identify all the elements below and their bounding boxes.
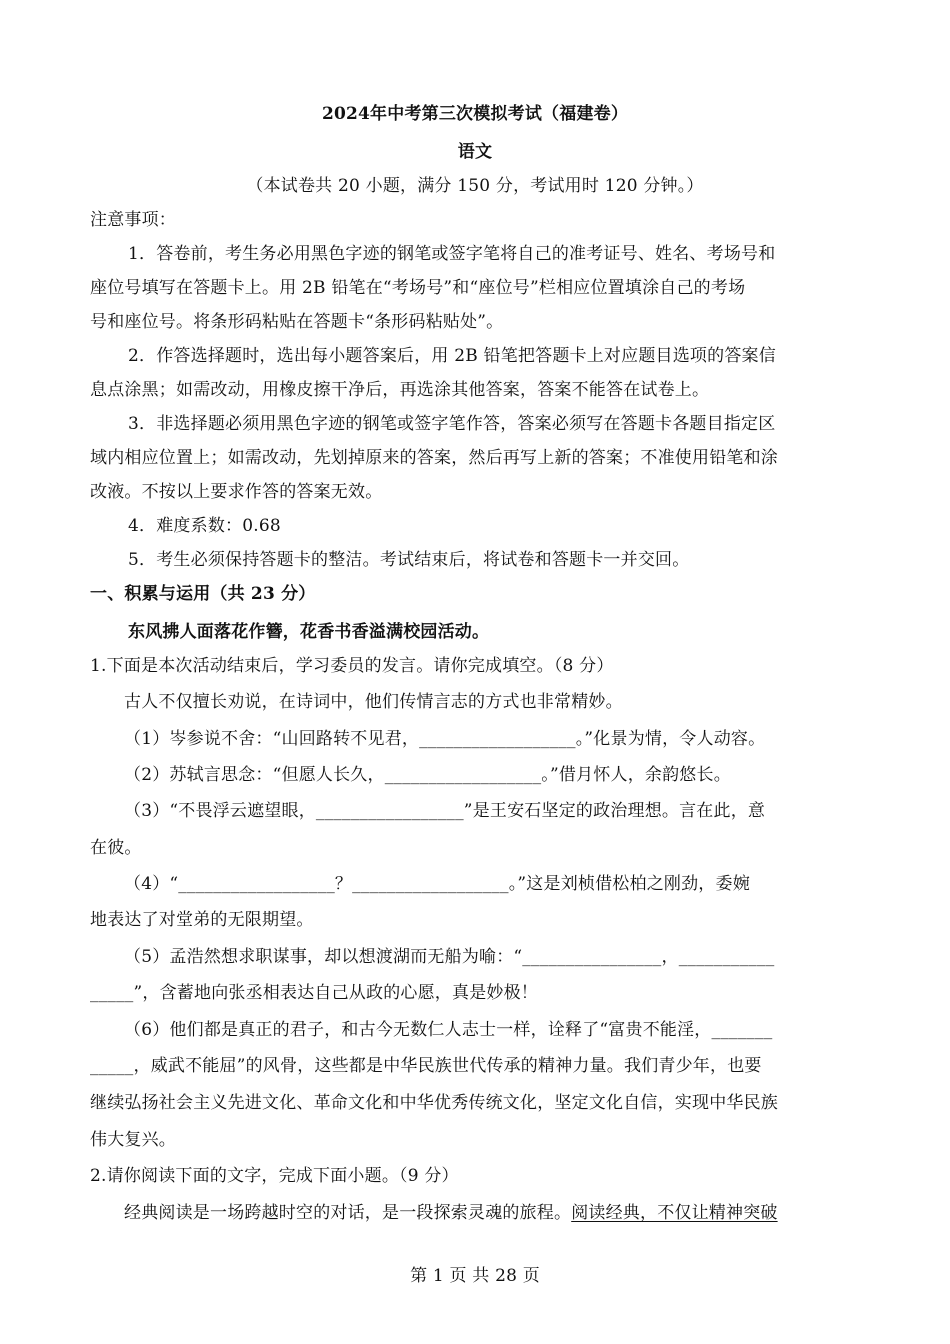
notice-4: 4．难度系数：0.68 <box>128 516 281 536</box>
section-1-theme: 东风拂人面落花作簪，花香书香溢满校园活动。 <box>128 622 490 642</box>
notice-2-line-1: 2．作答选择题时，选出每小题答案后，用 2B 铅笔把答题卡上对应题目选项的答案信 <box>128 346 776 366</box>
notice-1-line-1: 1．答卷前，考生务必用黑色字迹的钢笔或签字笔将自己的准考证号、姓名、考场号和 <box>128 244 776 264</box>
question-1-item-5-cont: _____”，含蓄地向张丞相表达自己从政的心愿，真是妙极！ <box>90 983 538 1003</box>
notice-1-line-2: 座位号填写在答题卡上。用 2B 铅笔在“考场号”和“座位号”栏相应位置填涂自己的考场 <box>90 278 746 298</box>
subject-title: 语文 <box>457 142 493 162</box>
notice-5: 5．考生必须保持答题卡的整洁。考试结束后，将试卷和答题卡一并交回。 <box>128 550 690 570</box>
page-title: 2024年中考第三次模拟考试（福建卷） <box>321 104 629 124</box>
notice-heading: 注意事项： <box>90 210 176 230</box>
question-1-item-3: （3）“不畏浮云遮望眼，_________________”是王安石坚定的政治理想。言在此，意 <box>124 801 766 821</box>
passage-underlined-text: 阅读经典，不仅让精神突破 <box>571 1203 778 1223</box>
question-1-item-3-cont: 在彼。 <box>90 838 142 858</box>
page-footer: 第 1 页 共 28 页 <box>410 1266 540 1286</box>
passage-text: 经典阅读是一场跨越时空的对话，是一段探索灵魂的旅程。 <box>124 1203 572 1223</box>
section-1-heading: 一、积累与运用（共 23 分） <box>90 584 316 604</box>
notice-3-line-1: 3．非选择题必须用黑色字迹的钢笔或签字笔作答，答案必须写在答题卡各题目指定区 <box>128 414 776 434</box>
notice-3-line-2: 域内相应位置上；如需改动，先划掉原来的答案，然后再写上新的答案；不准使用铅笔和涂 <box>90 448 778 468</box>
question-1-stem: 1.下面是本次活动结束后，学习委员的发言。请你完成填空。（8 分） <box>90 656 614 676</box>
question-1-item-6-cont-3: 伟大复兴。 <box>90 1130 176 1150</box>
question-1-item-1: （1）岑参说不舍：“山回路转不见君，__________________。”化景为情，令人动容。 <box>124 729 766 749</box>
question-1-intro: 古人不仅擅长劝说，在诗词中，他们传情言志的方式也非常精妙。 <box>124 692 623 712</box>
question-1-item-6-cont-2: 继续弘扬社会主义先进文化、革命文化和中华优秀传统文化，坚定文化自信，实现中华民族 <box>90 1093 778 1113</box>
notice-2-line-2: 息点涂黑；如需改动，用橡皮擦干净后，再选涂其他答案，答案不能答在试卷上。 <box>90 380 710 400</box>
question-1-item-2: （2）苏轼言思念：“但愿人长久，__________________。”借月怀人，余韵悠长。 <box>124 765 731 785</box>
notice-3-line-3: 改液。不按以上要求作答的答案无效。 <box>90 482 383 502</box>
notice-1-line-3: 号和座位号。将条形码粘贴在答题卡“条形码粘贴处”。 <box>90 312 504 332</box>
question-1-item-5: （5）孟浩然想求职谋事，却以想渡湖而无船为喻：“________________，___________ <box>124 947 775 967</box>
exam-info: （本试卷共 20 小题，满分 150 分，考试用时 120 分钟。） <box>246 176 704 196</box>
question-1-item-6-cont-1: _____，威武不能屈”的风骨，这些都是中华民族世代传承的精神力量。我们青少年，也要 <box>90 1056 762 1076</box>
question-1-item-6: （6）他们都是真正的君子，和古今无数仁人志士一样，诠释了“富贵不能淫，_______ <box>124 1020 773 1040</box>
question-1-item-4-cont: 地表达了对堂弟的无限期望。 <box>90 910 314 930</box>
question-2-stem: 2.请你阅读下面的文字，完成下面小题。（9 分） <box>90 1166 459 1186</box>
question-2-passage <box>124 1201 778 1225</box>
question-1-item-4: （4）“__________________？__________________。”这是刘桢借松柏之刚劲，委婉 <box>124 874 750 894</box>
